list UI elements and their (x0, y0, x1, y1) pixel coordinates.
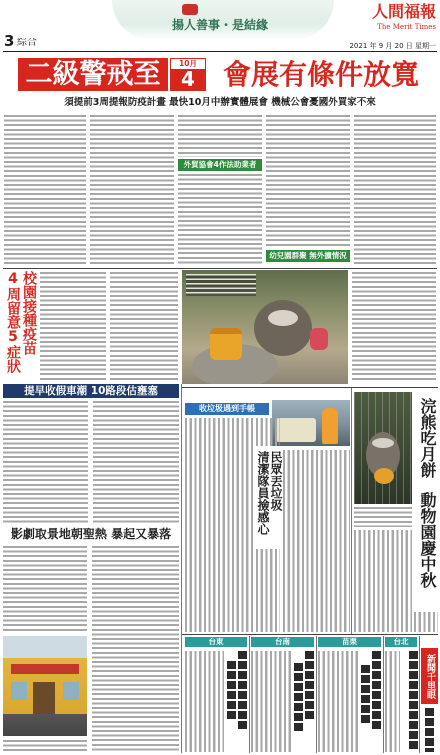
newspaper-logo: 人間福報 (371, 2, 436, 21)
region-label-miaoli: 苗栗 (318, 637, 381, 647)
headline-glyphs (409, 651, 418, 749)
raccoon-title-line2: 動物園慶中秋 (418, 492, 437, 588)
article-body-text (3, 546, 87, 632)
regional-headline (361, 651, 381, 741)
headline-glyphs (425, 708, 434, 752)
column-rule (351, 388, 352, 634)
photo-caption-overlay (186, 274, 256, 296)
column-rule (181, 384, 182, 753)
raccoon-title-line1: 浣熊吃月餅 (418, 398, 437, 478)
article-body-text (92, 546, 179, 752)
issue-date: 2021 年 9 月 20 日 星期一 (349, 42, 436, 50)
slogan: 揚人善事・是結緣 (171, 18, 268, 32)
section-rule (182, 634, 438, 635)
lead-headline-date-box (170, 58, 206, 91)
vaccine-title-line1: 校園接種疫苗 (21, 271, 37, 355)
lead-headline-part2: 會展有條件放寬 (222, 58, 419, 91)
seal-logo (182, 4, 198, 15)
headline-glyphs (238, 651, 247, 729)
article-body-text (385, 651, 400, 752)
column-rule (419, 636, 420, 753)
article-body-text (352, 272, 436, 382)
region-label-tainan: 台南 (251, 637, 314, 647)
region-label-taitung: 台東 (185, 637, 247, 647)
news-column-headline (425, 708, 435, 752)
section-rule (3, 268, 437, 269)
headline-glyphs (227, 661, 236, 719)
garbage-truck (276, 418, 316, 442)
headline-glyphs (372, 651, 381, 729)
filming-story-title: 影劇取景地朝聖熱 暴起又暴落 (10, 527, 172, 541)
newspaper-logo-en: The Merit Times (377, 23, 436, 31)
lead-subheadline: 須提前3周提報防疫計畫 最快10月中辦實體展會 機械公會憂國外買家不來 (64, 97, 376, 108)
regional-headline (294, 651, 314, 741)
photo-caption (354, 507, 412, 527)
garbage-story-title (255, 451, 282, 545)
shop-window (11, 682, 27, 700)
article-body-text (283, 450, 350, 632)
mooncake (210, 328, 242, 360)
article-body-text (3, 401, 88, 523)
garbage-title-line2: 清潔隊員撿感心 (256, 451, 270, 535)
garbage-title-line1: 民眾丟垃圾 (269, 451, 283, 511)
article-body-text (256, 549, 280, 632)
article-body-text (90, 115, 174, 266)
garbage-story-kicker: 收垃圾遇到手帳 (185, 403, 269, 415)
article-body-text (251, 651, 291, 752)
article-body-text (414, 612, 438, 632)
region-label-taipei: 台北 (385, 637, 417, 647)
news-column-label: 新聞千里眼 (421, 648, 438, 704)
traffic-story-banner: 提早收假車潮 10路段估壅塞 (3, 384, 179, 398)
photo-caption (3, 740, 87, 752)
fruit (310, 328, 328, 350)
article-body-text (354, 115, 436, 266)
headline-glyphs (361, 665, 370, 723)
article-body-text (185, 651, 224, 752)
article-body-text (178, 174, 262, 266)
shop-window (63, 682, 79, 700)
column-rule (249, 636, 250, 753)
article-body-text (354, 530, 412, 632)
masthead-rule (3, 51, 437, 52)
column-rule (316, 636, 317, 753)
section-label: 綜合 (17, 38, 37, 48)
article-body-text (185, 418, 253, 632)
page-number: 3 (4, 32, 15, 50)
worker (322, 408, 338, 444)
lead-headline-part1: 二級警戒至 (18, 58, 168, 91)
raccoon-face (372, 438, 394, 448)
raccoon-face (268, 310, 298, 326)
raccoon-eating-photo (354, 392, 412, 504)
filming-location-photo (3, 636, 87, 736)
article-body-text (256, 418, 280, 446)
headline-glyphs (305, 651, 314, 719)
regional-headline (227, 651, 247, 741)
sanitation-worker-photo (272, 400, 350, 446)
mooncake (374, 468, 394, 484)
raccoon (254, 300, 312, 356)
article-body-text (93, 401, 179, 523)
vaccine-story-title (3, 271, 37, 381)
lead-headline-month: 10月 (171, 59, 205, 69)
lead-subhead: 幼兒園群聚 無外擴情況 (266, 250, 350, 262)
column-rule (383, 636, 384, 753)
article-body-text (110, 272, 178, 380)
lead-headline-day: 4 (171, 69, 205, 90)
shop-door (33, 682, 55, 714)
raccoon-mooncake-photo (182, 270, 348, 384)
article-body-text (40, 272, 106, 380)
article-body-text (4, 115, 86, 266)
article-body-text (266, 115, 350, 247)
headline-glyphs (294, 663, 303, 731)
lead-subhead: 外貿協會4作法助業者 (178, 159, 262, 171)
vaccine-title-line2: 4周留意5症狀 (5, 271, 21, 373)
section-rule (182, 387, 438, 388)
article-body-text (318, 651, 358, 752)
article-body-text (178, 115, 262, 157)
shop-sign (11, 664, 79, 674)
regional-headline (402, 651, 418, 751)
